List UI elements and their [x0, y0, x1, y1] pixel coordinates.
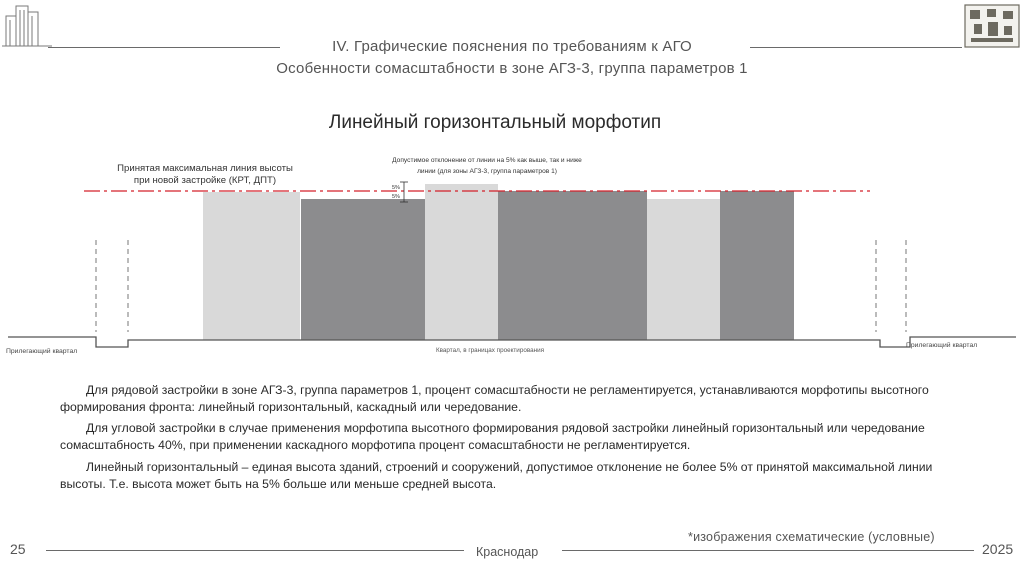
footer-divider-right	[562, 550, 974, 551]
footnote: *изображения схематические (условные)	[688, 530, 935, 544]
max-height-label-2: при новой застройке (КРТ, ДПТ)	[133, 175, 277, 186]
paragraph-2: Для угловой застройки в случае применения морфотипа высотного формирования рядовой застройки линейный горизонтальный или чередование сомасштабность 40%, при применении каскадного морфотипа процент сомасштабности не регламентируется.	[60, 421, 925, 452]
building-2	[301, 199, 425, 340]
deviation-label-2: линии (для зоны АГЗ-3, группа параметров 1)	[417, 168, 557, 175]
section-title: IV. Графические пояснения по требованиям к АГО	[332, 38, 692, 55]
deviation-mark-top: 5%	[392, 185, 400, 191]
right-neighbor-label: Прилегающий квартал	[906, 342, 978, 349]
section-subtitle: Особенности сомасштабности в зоне АГЗ-3, группа параметров 1	[276, 60, 748, 77]
deviation-label-1: Допустимое отклонение от линии на 5% как выше, так и ниже	[392, 157, 582, 164]
left-neighbor-label: Прилегающий квартал	[6, 348, 78, 355]
footer-city: Краснодар	[476, 545, 539, 559]
morphotype-diagram	[0, 140, 1024, 365]
max-height-label-1: Принятая максимальная линия высоты	[117, 163, 293, 174]
building-3	[425, 184, 498, 340]
slide-title: Линейный горизонтальный морфотип	[328, 112, 662, 133]
building-5	[647, 199, 720, 340]
center-label: Квартал, в границах проектирования	[435, 347, 545, 354]
building-6	[720, 191, 794, 340]
paragraph-3: Линейный горизонтальный – единая высота зданий, строений и сооружений, допустимое отклонение не более 5% от принятой максимальной линии высоты. Т.е. высота может быть на 5% больше или меньше средней высота.	[60, 460, 933, 491]
building-1	[203, 192, 300, 340]
footer-divider-left	[46, 550, 464, 551]
building-4	[498, 191, 647, 340]
deviation-mark-bottom: 5%	[392, 194, 400, 200]
footer-year: 2025	[982, 541, 1014, 557]
paragraph-1: Для рядовой застройки в зоне АГЗ-3, группа параметров 1, процент сомасштабности не регламентируется, устанавливаются морфотипы высотного формирования фронта: линейный горизонтальный, каскадный или чередование.	[60, 383, 929, 414]
page-number: 25	[10, 541, 26, 557]
